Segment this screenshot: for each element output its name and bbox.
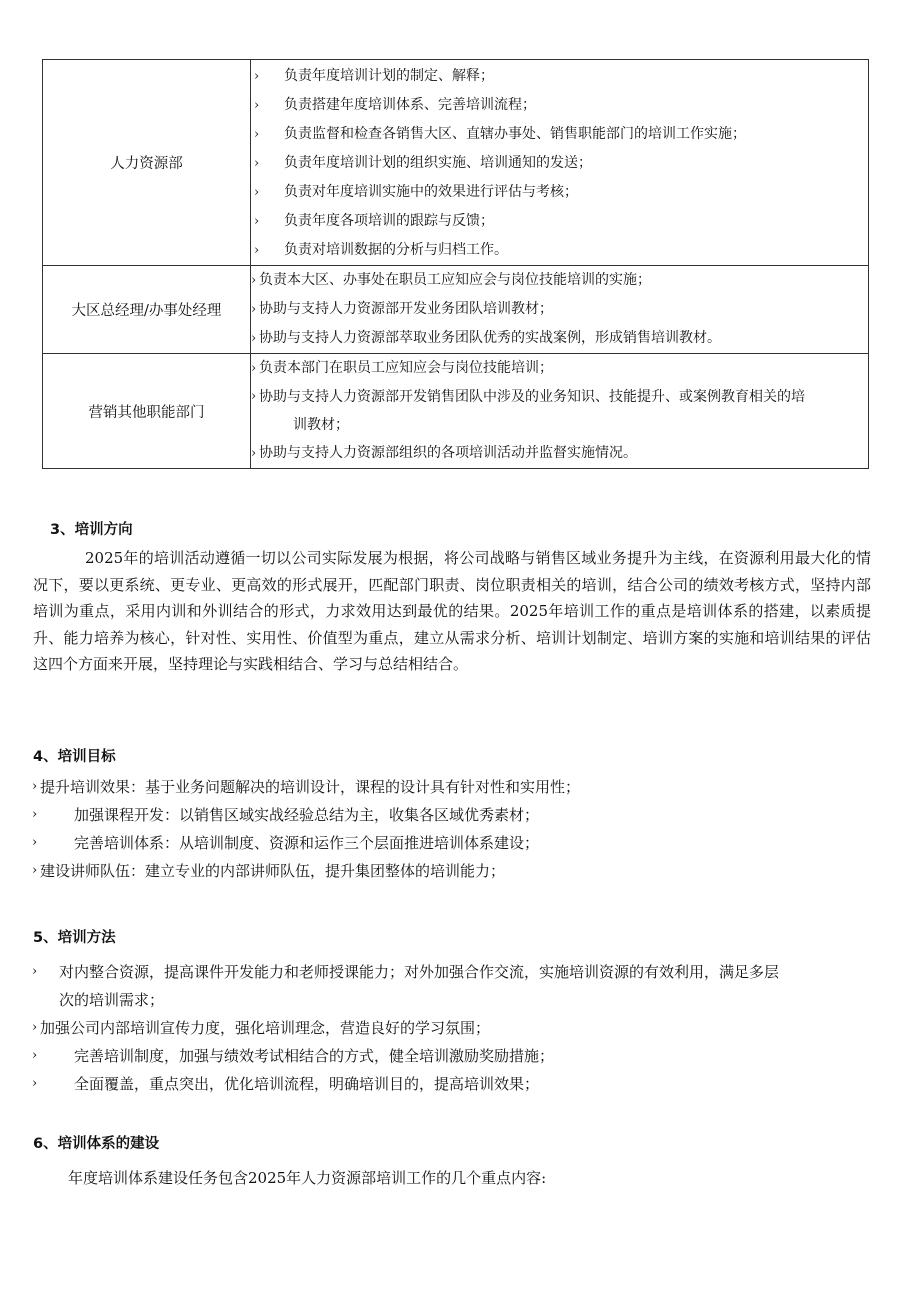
chevron-right-icon: › — [32, 1076, 38, 1091]
duties-cell — [251, 266, 869, 354]
chevron-right-icon: › — [254, 185, 260, 200]
chevron-right-icon: › — [32, 1020, 38, 1035]
section-title-direction: 3、培训方向 — [50, 522, 133, 538]
list-item: › 负责年度培训计划的组织实施、培训通知的发送； — [251, 149, 868, 178]
list-item: › 全面覆盖，重点突出，优化培训流程，明确培训目的，提高培训效果； — [32, 1070, 877, 1098]
dept-cell: 人力资源部 — [43, 60, 251, 266]
table-row — [43, 266, 869, 354]
duty-list — [251, 266, 868, 353]
list-item: › 提升培训效果：基于业务问题解决的培训设计，课程的设计具有针对性和实用性； — [32, 773, 877, 801]
system-paragraph: 年度培训体系建设任务包含2025年人力资源部培训工作的几个重点内容: — [68, 1169, 547, 1187]
list-item: › 负责搭建年度培训体系、完善培训流程； — [251, 91, 868, 120]
list-item: › 协助与支持人力资源部开发销售团队中涉及的业务知识、技能提升、或案例教育相关的培 训教材； — [251, 383, 868, 439]
list-item: › 负责年度各项培训的跟踪与反馈； — [251, 207, 868, 236]
chevron-right-icon: › — [32, 863, 38, 878]
list-item: › 负责本大区、办事处在职员工应知应会与岗位技能培训的实施； — [251, 266, 868, 295]
chevron-right-icon: › — [32, 807, 38, 822]
chevron-right-icon: › — [251, 389, 257, 404]
chevron-right-icon: › — [254, 69, 260, 84]
section-title-system: 6、培训体系的建设 — [33, 1136, 160, 1152]
chevron-right-icon: › — [254, 214, 260, 229]
chevron-right-icon: › — [251, 331, 257, 346]
goals-list — [32, 773, 877, 885]
section-title-methods: 5、培训方法 — [33, 930, 116, 946]
duty-list — [251, 354, 868, 468]
chevron-right-icon: › — [254, 243, 260, 258]
responsibility-table — [42, 59, 869, 469]
direction-paragraph: 2025年的培训活动遵循一切以公司实际发展为根据，将公司战略与销售区域业务提升为主线，在资源利用最大化的情况下，要以更系统、更专业、更高效的形式展开，匹配部门职责、岗位职责相关的培训，结合公司的绩效考核方式，坚持内部培训为重点，采用内训和外训结合的形式，力求效用达到最优的结果。2025年培训工作的重点是培训体系的搭建，以素质提升、能力培养为核心，针对性、实用性、价值型为重点，建立从需求分析、培训计划制定、培训方案的实施和培训结果的评估这四个方面来开展，坚持理论与实践相结合、学习与总结相结合。 — [33, 549, 871, 673]
chevron-right-icon: › — [254, 156, 260, 171]
list-item: › 负责对年度培训实施中的效果进行评估与考核； — [251, 178, 868, 207]
list-item: › 协助与支持人力资源部开发业务团队培训教材； — [251, 295, 868, 324]
list-item: › 建设讲师队伍：建立专业的内部讲师队伍，提升集团整体的培训能力； — [32, 857, 877, 885]
list-item: › 负责年度培训计划的制定、解释； — [251, 62, 868, 91]
dept-cell: 大区总经理/办事处经理 — [43, 266, 251, 354]
chevron-right-icon: › — [254, 98, 260, 113]
chevron-right-icon: › — [32, 1048, 38, 1063]
chevron-right-icon: › — [251, 273, 257, 288]
chevron-right-icon: › — [32, 835, 38, 850]
list-item: › 协助与支持人力资源部组织的各项培训活动并监督实施情况。 — [251, 439, 868, 468]
chevron-right-icon: › — [251, 302, 257, 317]
list-item: › 对内整合资源，提高课件开发能力和老师授课能力；对外加强合作交流，实施培训资源的有效利用，满足多层 次的培训需求； — [32, 958, 877, 1014]
chevron-right-icon: › — [251, 361, 257, 376]
list-item: › 协助与支持人力资源部萃取业务团队优秀的实战案例，形成销售培训教材。 — [251, 324, 868, 353]
chevron-right-icon: › — [32, 964, 38, 979]
list-item: › 加强公司内部培训宣传力度，强化培训理念，营造良好的学习氛围； — [32, 1014, 877, 1042]
list-item: › 负责本部门在职员工应知应会与岗位技能培训； — [251, 354, 868, 383]
table-row — [43, 354, 869, 469]
chevron-right-icon: › — [32, 779, 38, 794]
list-item: › 完善培训制度，加强与绩效考试相结合的方式，健全培训激励奖励措施； — [32, 1042, 877, 1070]
list-item: › 加强课程开发：以销售区域实战经验总结为主，收集各区域优秀素材； — [32, 801, 877, 829]
dept-cell: 营销其他职能部门 — [43, 354, 251, 469]
chevron-right-icon: › — [251, 446, 257, 461]
duties-cell — [251, 354, 869, 469]
duties-cell — [251, 60, 869, 266]
table-row — [43, 60, 869, 266]
list-item: › 完善培训体系：从培训制度、资源和运作三个层面推进培训体系建设； — [32, 829, 877, 857]
list-item: › 负责对培训数据的分析与归档工作。 — [251, 236, 868, 265]
list-item: › 负责监督和检查各销售大区、直辖办事处、销售职能部门的培训工作实施； — [251, 120, 868, 149]
methods-list — [32, 958, 877, 1098]
duty-list — [251, 62, 868, 265]
section-title-goals: 4、培训目标 — [33, 749, 116, 765]
chevron-right-icon: › — [254, 127, 260, 142]
